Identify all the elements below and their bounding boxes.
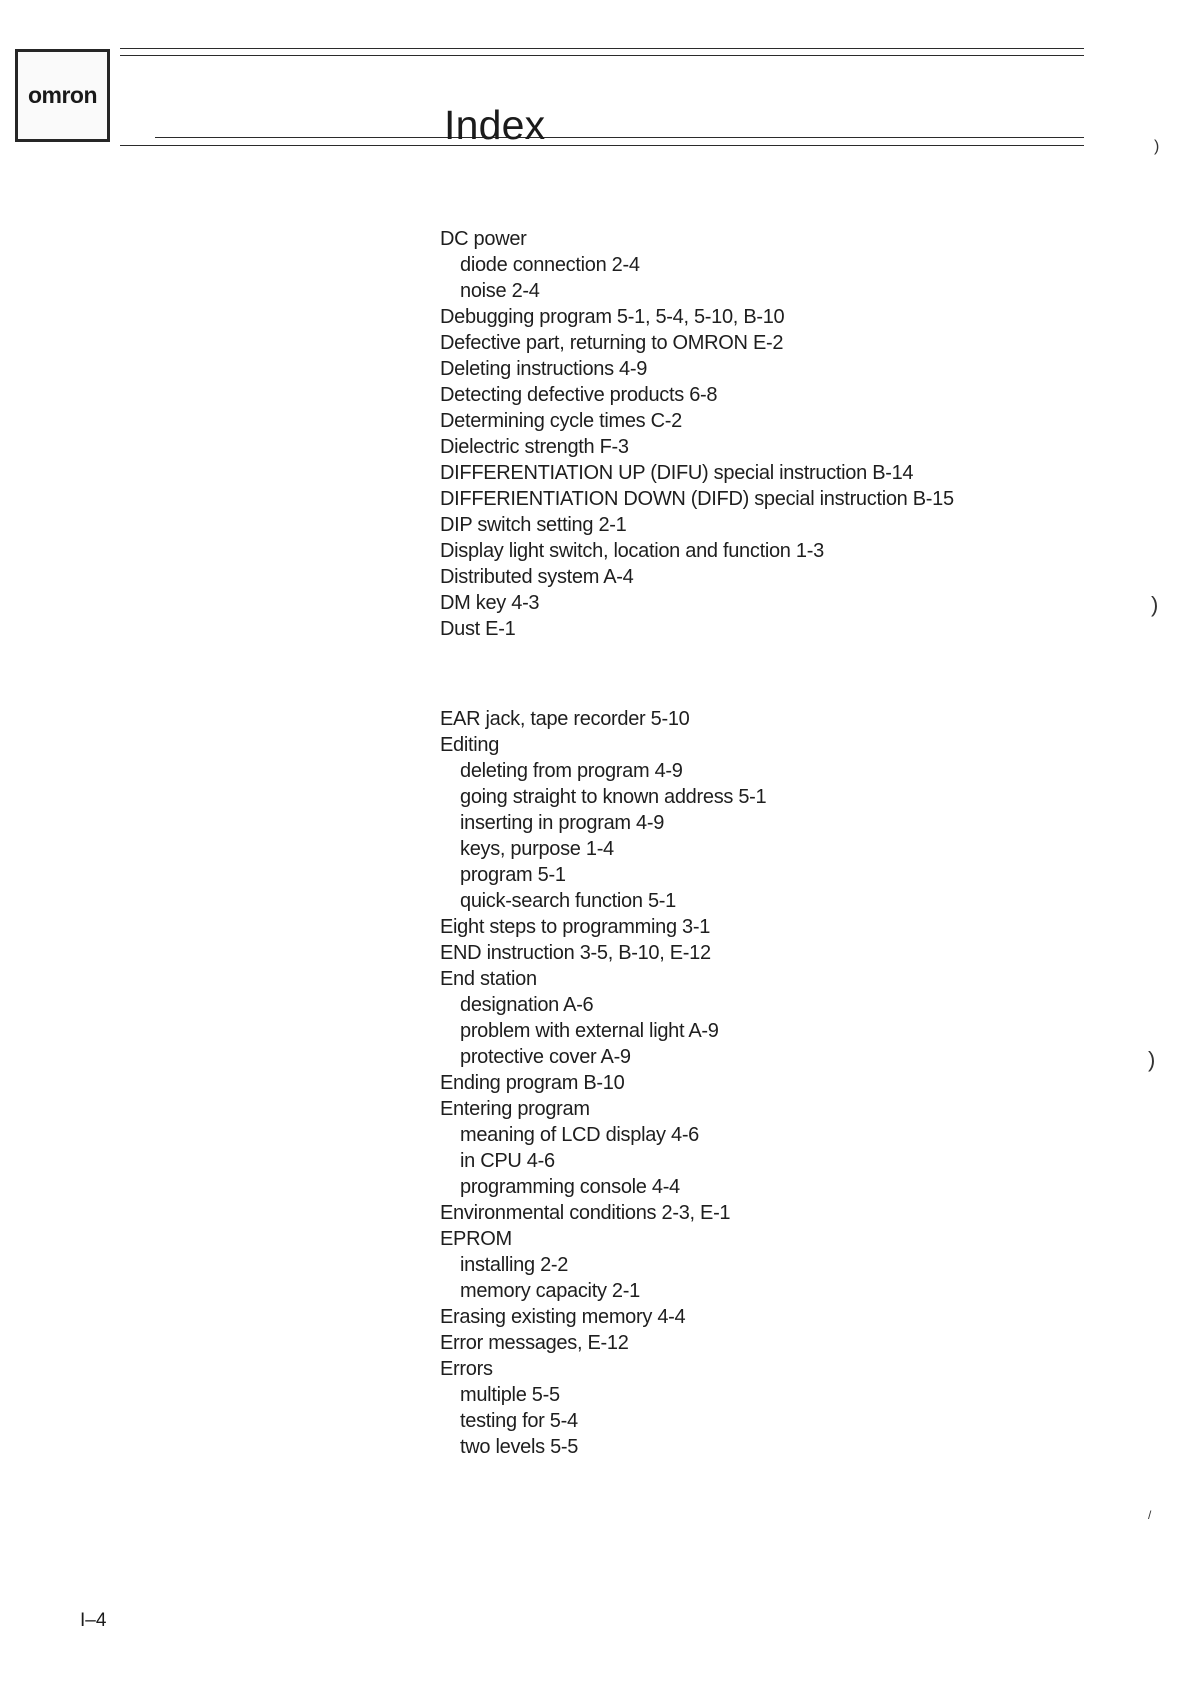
index-subentry: diode connection 2-4	[460, 254, 640, 276]
index-entry: Error messages, E-12	[440, 1332, 629, 1354]
index-entry: Ending program B-10	[440, 1072, 625, 1094]
index-entry: Display light switch, location and function 1-3	[440, 540, 824, 562]
index-entry: Debugging program 5-1, 5-4, 5-10, B-10	[440, 306, 785, 328]
margin-mark: /	[1148, 1508, 1152, 1522]
header-rule-bottom	[120, 145, 1084, 146]
index-entry: End station	[440, 968, 537, 990]
index-entry: Erasing existing memory 4-4	[440, 1306, 686, 1328]
index-subentry: deleting from program 4-9	[460, 760, 683, 782]
index-subentry: quick-search function 5-1	[460, 890, 676, 912]
index-entry: EPROM	[440, 1228, 512, 1250]
margin-mark: )	[1151, 592, 1159, 617]
index-subentry: programming console 4-4	[460, 1176, 680, 1198]
index-subentry: multiple 5-5	[460, 1384, 560, 1406]
index-entry: Editing	[440, 734, 500, 756]
header-rule-bottom-inner	[155, 137, 1084, 138]
index-group-e	[440, 706, 1060, 1460]
header-rule-top	[120, 48, 1084, 49]
index-entry: Errors	[440, 1358, 493, 1380]
index-entry: Dielectric strength F-3	[440, 436, 629, 458]
page-title: Index	[444, 102, 546, 149]
index-entry: Eight steps to programming 3-1	[440, 916, 711, 938]
header-rule-top-inner	[120, 55, 1084, 56]
index-subentry: going straight to known address 5-1	[460, 786, 767, 808]
index-entry: Distributed system A-4	[440, 566, 634, 588]
index-subentry: program 5-1	[460, 864, 566, 886]
index-subentry: keys, purpose 1-4	[460, 838, 614, 860]
index-subentry: inserting in program 4-9	[460, 812, 665, 834]
index-entry: Defective part, returning to OMRON E-2	[440, 332, 784, 354]
index-entry: Detecting defective products 6-8	[440, 384, 718, 406]
index-entry: Dust E-1	[440, 618, 516, 640]
index-subentry: testing for 5-4	[460, 1410, 578, 1432]
index-subentry: protective cover A-9	[460, 1046, 631, 1068]
margin-mark: )	[1148, 1047, 1156, 1072]
omron-logo	[15, 49, 110, 142]
index-subentry: two levels 5-5	[460, 1436, 579, 1458]
index-subentry: designation A-6	[460, 994, 594, 1016]
index-entry: DIP switch setting 2-1	[440, 514, 627, 536]
index-subentry: memory capacity 2-1	[460, 1280, 640, 1302]
index-subentry: problem with external light A-9	[460, 1020, 719, 1042]
index-entry: END instruction 3-5, B-10, E-12	[440, 942, 711, 964]
index-entry: Environmental conditions 2-3, E-1	[440, 1202, 731, 1224]
index-entry: DC power	[440, 228, 527, 250]
index-entry: Determining cycle times C-2	[440, 410, 682, 432]
page-number: I–4	[80, 1610, 107, 1631]
index-entry: DIFFERIENTIATION DOWN (DIFD) special instruction B-15	[440, 488, 954, 510]
index-subentry: noise 2-4	[460, 280, 540, 302]
index-subentry: installing 2-2	[460, 1254, 569, 1276]
logo-text: omron	[27, 82, 98, 108]
index-entry: Entering program	[440, 1098, 590, 1120]
index-entry: DIFFERENTIATION UP (DIFU) special instruction B-14	[440, 462, 914, 484]
margin-mark: )	[1154, 138, 1160, 155]
index-entry: DM key 4-3	[440, 592, 540, 614]
index-subentry: meaning of LCD display 4-6	[460, 1124, 699, 1146]
index-entry: Deleting instructions 4-9	[440, 358, 648, 380]
index-subentry: in CPU 4-6	[460, 1150, 555, 1172]
index-group-d	[440, 226, 1060, 642]
index-entry: EAR jack, tape recorder 5-10	[440, 708, 690, 730]
